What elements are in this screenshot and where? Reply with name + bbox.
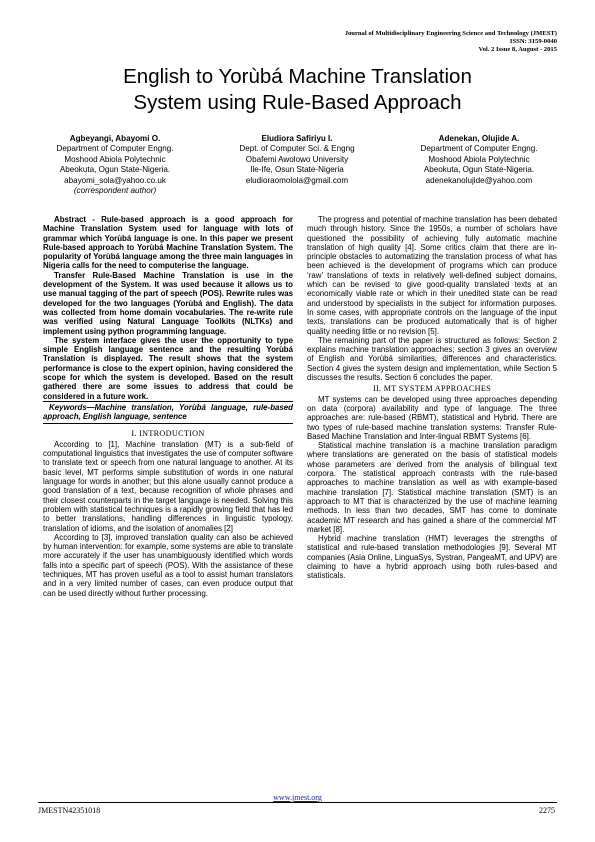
author-name: Adenekan, Olujide A. [438, 134, 520, 143]
author-1 [24, 134, 206, 196]
body-paragraph: The progress and potential of machine translation has been debated much through history. Since the 1950s, a number of scholars have questioned the possibility of achieving fully automatic machine translation of high quality [4]. Some critics claim that there are in-principle obstacles to automatizing the translation process of what has been achieved is the development of programs which can produce ‘raw’ translations of texts in relatively well-defined subject domains, which can be revised to give good-quality translated texts at an economically viable rate or which in their unedited state can be read and understood by specialists in the subject for information purposes. In some cases, with appropriate controls on the language of the input texts, translations can be produced automatically that is of higher quality needing little or no revision [5]. [307, 215, 557, 336]
author-affiliation-line: Dept. of Computer Sci. & Engng [239, 144, 355, 154]
author-affiliation-line: Moshood Abiola Polytechnic [64, 154, 166, 164]
abstract [43, 215, 293, 401]
journal-volume: Vol. 2 Issue 8, August - 2015 [478, 46, 557, 54]
author-email: abayomi_sola@yahoo.co.uk [64, 175, 166, 185]
left-column [43, 215, 293, 598]
footer-article-id: JMESTN42351018 [38, 806, 101, 815]
author-affiliation-line: Department of Computer Engng. [420, 144, 538, 154]
body-paragraph: The remaining part of the paper is structured as follows: Section 2 explains machine translation approaches; section 3 gives an overview of English and Yorùbá similarities, differences and characteristics. Section 4 gives the system design and implementation, while Section 5 discusses the results. Section 6 concludes the paper. [307, 335, 557, 383]
keywords: Keywords—Machine translation, Yorùbá language, rule-based approach, English language, sentence [43, 401, 293, 424]
body-paragraph: MT systems can be developed using three approaches depending on data (corpora) availability and type of language. The three approaches are: rule-based (RBMT), statistical and Hybrid. There are two types of rule-based machine translation systems: Transfer Rule-Based Machine Translation and Inter-lingual RBMT Systems [6]. [307, 394, 557, 441]
author-affiliation-line: Abeokuta, Ogun State-Nigeria. [59, 165, 171, 175]
journal-name: Journal of Multidisciplinary Engineering Science and Technology (JMEST) [344, 30, 557, 37]
author-email: eludioraomolola@gmail.com [245, 175, 349, 185]
abstract-paragraph: Abstract - Rule-based approach is a good approach for Machine Translation System used for language with lots of grammar which Yorùbá language is one. In this paper we present Rule-based approach to Yorùbá Machine Translation System. The popularity of Yorùbá language among the three main languages in Nigeria calls for the need to computerise the language. [43, 215, 293, 271]
author-affiliation-line: Obafemi Awolowo University [245, 154, 349, 164]
author-3 [388, 134, 570, 196]
author-2 [206, 134, 388, 196]
author-email: adenekanolujide@yahoo.com [425, 175, 533, 185]
section-heading-introduction: I. INTRODUCTION [131, 428, 205, 438]
abstract-paragraph: The system interface gives the user the opportunity to type simple English language sentence and the resulting Yorùbá Translation is displayed. The result shows that the system performance is close to the expert opinion, having considered the scope for which the system is developed. Based on the result gathered there are some issues to address that could be considered in a future work. [43, 335, 293, 401]
author-affiliation-line: Department of Computer Engng. [56, 144, 174, 154]
author-block [24, 134, 570, 196]
footer-divider [38, 802, 557, 803]
author-note: (correspondent author) [73, 186, 157, 196]
author-affiliation-line: Abeokuta, Ogun State-Nigeria. [423, 165, 535, 175]
author-name: Agbeyangi, Abayomi O. [69, 134, 161, 143]
author-name: Eludiora Safiriyu I. [261, 134, 333, 143]
author-affiliation-line: Moshood Abiola Polytechnic [428, 154, 530, 164]
body-paragraph: According to [3], improved translation quality can also be achieved by human intervention: for example, some systems are able to translate more accurately if the user has unambiguously identified which words falls into a specific part of speech (POS). With the assistance of these techniques, MT has proven useful as a tool to assist human translators and in a very limited number of cases, can even produce output that can be used directly without further processing. [43, 532, 293, 598]
journal-header [345, 30, 557, 55]
paper-title [40, 64, 555, 116]
footer-website-link[interactable]: www.jmest.org [273, 793, 322, 802]
abstract-paragraph: Transfer Rule-Based Machine Translation is use in the development of the System. It was used because it allows us to use manual tagging of the part of speech (POS). Rewrite rules was developed for the two languages (Yorùbá and English). The data was collected from home domain vocabularies. The re-write rule was verified using Natural Language Toolkits (NLTKs) and implement using python programming language. [43, 270, 293, 336]
right-column [307, 215, 557, 581]
section-heading-mt-approaches: II. MT SYSTEM APPROACHES [372, 384, 492, 394]
body-paragraph: Statistical machine translation is a machine translation paradigm where translations are generated on the basis of statistical models whose parameters are derived from the analysis of bilingual text corpora. The statistical approach contrasts with the rule-based approaches to machine translation as well as with example-based machine translation [7]. Statistical machine translation (SMT) is an approach to MT that is characterized by the use of machine learning methods. In less than two decades, SMT has come to dominate academic MT research and has gained a share of the commercial MT market [8]. [307, 441, 557, 534]
title-line-1: English to Yorùbá Machine Translation [123, 65, 472, 88]
journal-issn: ISSN: 3159-0040 [509, 38, 557, 46]
body-paragraph: Hybrid machine translation (HMT) leverages the strengths of statistical and rule-based translation methodologies [9]. Several MT companies (Asia Online, LinguaSys, Systran, PangeaMT, and UPV) are claiming to have a hybrid approach using both rules-based and statisticals. [307, 534, 557, 581]
page-number: 2275 [539, 806, 555, 815]
author-affiliation-line: Ile-Ife, Osun State-Nigeria [250, 165, 344, 175]
title-line-2: System using Rule-Based Approach [133, 91, 462, 114]
body-paragraph: According to [1], Machine translation (MT) is a sub-field of computational linguistics that investigates the use of computer software to translate text or speech from one natural language to another. At its basic level, MT performs simple substitution of words in one natural language for words in another; but this alone usually cannot produce a good translation of a text, because recognition of whole phrases and their closest counterparts in the target language is needed. Solving this problem with statistical techniques is a rapidly growing field that has led to better translations, handling differences in linguistic typology, translation of idioms, and the isolation of anomalies [2] [43, 439, 293, 533]
